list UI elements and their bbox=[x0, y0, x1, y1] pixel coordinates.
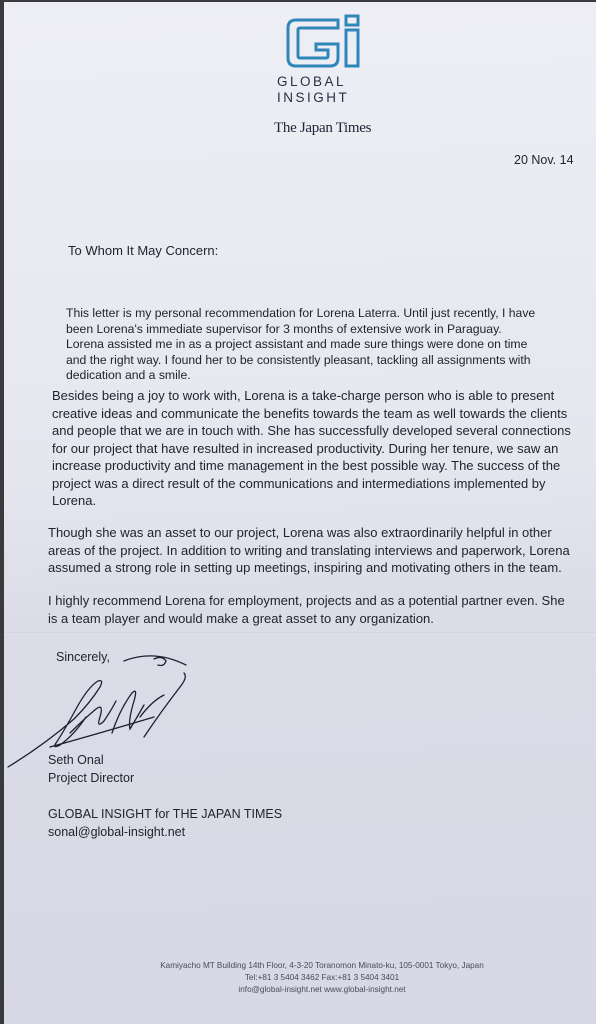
brand-name-line2: INSIGHT bbox=[277, 90, 350, 105]
page-fold bbox=[4, 632, 596, 635]
global-insight-logo-icon bbox=[282, 12, 374, 74]
partner-name: The Japan Times bbox=[274, 120, 372, 136]
paragraph-3: Though she was an asset to our project, Lorena was also extraordinarily helpful in other areas of the project. In addition to writing and translating interviews and paperwork, Lorena assumed a strong role in setting up meetings, inspiring and motivating others in the team. bbox=[48, 525, 570, 575]
letter-date: 20 Nov. 14 bbox=[514, 153, 574, 167]
organization-name: GLOBAL INSIGHT for THE JAPAN TIMES bbox=[48, 807, 283, 821]
letterhead-logo bbox=[274, 12, 374, 106]
paragraph-4: I highly recommend Lorena for employment, projects and as a potential partner even. She is a team player and would make a great asset to any organization. bbox=[48, 593, 565, 626]
closing: Sincerely, bbox=[56, 650, 110, 664]
organization-email: sonal@global-insight.net bbox=[48, 825, 186, 839]
footer-contacts: info@global-insight.net www.global-insight.net bbox=[238, 985, 406, 994]
signer-block bbox=[48, 751, 134, 787]
brand-name-line1: GLOBAL bbox=[277, 74, 347, 89]
footer-phones: Tel:+81 3 5404 3462 Fax:+81 3 5404 3401 bbox=[244, 973, 400, 982]
paragraph-2: Besides being a joy to work with, Lorena is a take-charge person who is able to present creative ideas and communicate the benefits towards the team as well towards the clients and people that we are in touch with. She has successfully developed several connections for our project that have resulted in increased productivity. During her tenure, we saw an increase productivity and time management in the best possible way. The success of the project was a direct result of the communications and intermediations implemented by Lorena. bbox=[52, 388, 571, 508]
signer-name: Seth Onal bbox=[48, 753, 104, 767]
salutation: To Whom It May Concern: bbox=[68, 243, 219, 258]
signer-title: Project Director bbox=[48, 771, 135, 785]
footer-address: Kamiyacho MT Building 14th Floor, 4-3-20 Toranomon Minato-ku, 105-0001 Tokyo, Japan bbox=[160, 961, 484, 970]
letter-page bbox=[4, 2, 596, 1024]
organization-block bbox=[48, 805, 282, 841]
paragraph-1: This letter is my personal recommendation for Lorena Laterra. Until just recently, I have been Lorena's immediate supervisor for 3 months of extensive work in Paraguay. Lorena assisted me in as a project assistant and made sure things were done on time and the right way. I found her to be consistently pleasant, tackling all assignments with dedication and a smile. bbox=[66, 306, 536, 382]
letter-footer bbox=[122, 960, 522, 996]
